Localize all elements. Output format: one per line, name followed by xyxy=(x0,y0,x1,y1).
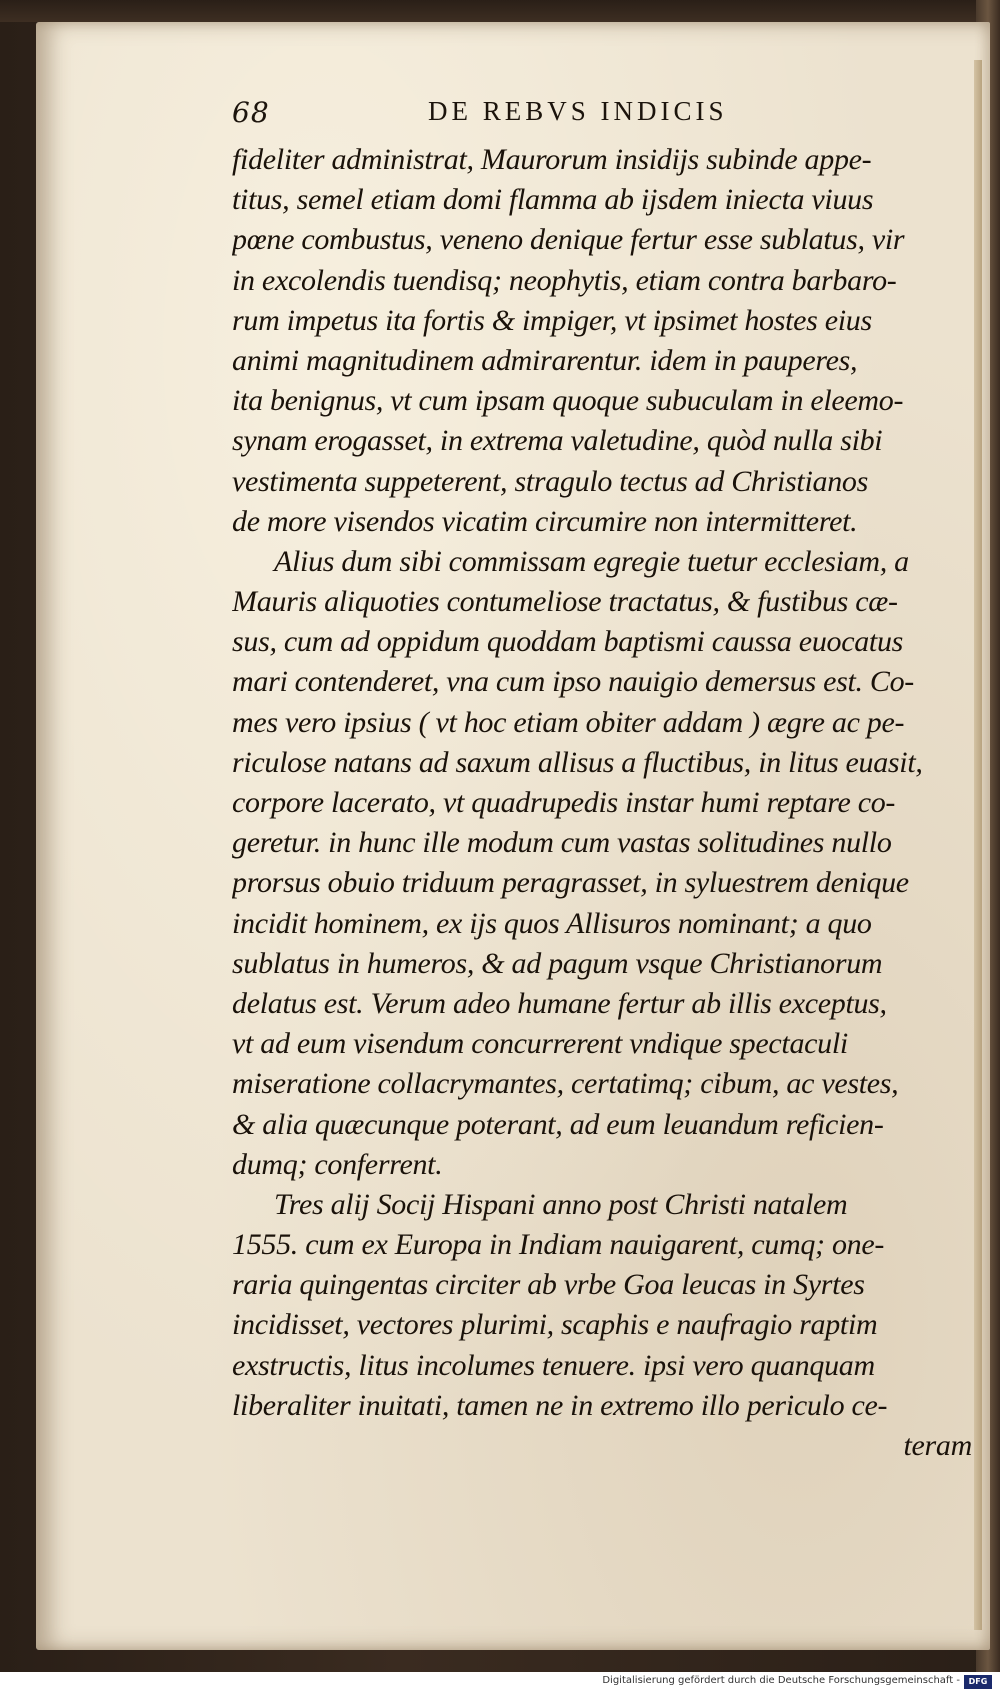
text-line: mari contenderet, vna cum ipso nauigio demersus est. Co- xyxy=(232,665,914,699)
running-head xyxy=(232,96,792,136)
text-line: liberaliter inuitati, tamen ne in extremo illo periculo ce- xyxy=(232,1388,888,1422)
funding-notice: Digitalisierung gefördert durch die Deutsche Forschungsgemeinschaft - xyxy=(602,1675,960,1686)
text-line: vestimenta suppeterent, stragulo tectus ad Christianos xyxy=(232,464,868,498)
text-line: & alia quæcunque poterant, ad eum leuandum reficien- xyxy=(232,1107,884,1141)
page-edge xyxy=(974,60,982,1630)
text-line: sublatus in humeros, & ad pagum vsque Christianorum xyxy=(232,946,883,980)
text-line: prorsus obuio triduum peragrasset, in syluestrem denique xyxy=(232,866,909,900)
text-line: 1555. cum ex Europa in Indiam nauigarent, cumq; one- xyxy=(232,1228,885,1262)
text-line: vt ad eum visendum concurrerent vndique spectaculi xyxy=(232,1027,848,1061)
text-line: dumq; conferrent. xyxy=(232,1147,443,1181)
text-line: incidisset, vectores plurimi, scaphis e naufragio raptim xyxy=(232,1308,878,1342)
catchword: teram xyxy=(903,1429,972,1462)
digitization-footer xyxy=(0,1672,1000,1692)
text-line: corpore lacerato, vt quadrupedis instar humi reptare co- xyxy=(232,786,896,819)
text-line: raria quingentas circiter ab vrbe Goa leucas in Syrtes xyxy=(232,1268,865,1302)
text-line: fideliter administrat, Maurorum insidijs subinde appe- xyxy=(232,143,872,176)
text-line: de more visendos vicatim circumire non intermitteret. xyxy=(232,504,858,538)
text-line: sus, cum ad oppidum quoddam baptismi caussa euocatus xyxy=(232,625,904,659)
text-line: exstructis, litus incolumes tenuere. ipsi vero quanquam xyxy=(232,1348,875,1382)
paragraph-start-line: Tres alij Socij Hispani anno post Christi natalem xyxy=(274,1187,848,1221)
text-line: animi magnitudinem admirarentur. idem in pauperes, xyxy=(232,343,858,377)
text-line: synam erogasset, in extrema valetudine, quòd nulla sibi xyxy=(232,424,883,458)
dfg-logo-icon: DFG xyxy=(964,1675,992,1689)
text-line: miseratione collacrymantes, certatimq; cibum, ac vestes, xyxy=(232,1067,899,1101)
text-line: riculose natans ad saxum allisus a fluctibus, in litus euasit, xyxy=(232,745,923,779)
text-line: mes vero ipsius ( vt hoc etiam obiter addam ) ægre ac pe- xyxy=(232,705,905,739)
text-line: rum impetus ita fortis & impiger, vt ipsimet hostes eius xyxy=(232,303,872,337)
page-number: 68 xyxy=(232,96,270,129)
paragraph-start-line: Alius dum sibi commissam egregie tuetur ecclesiam, a xyxy=(274,544,909,578)
text-line: geretur. in hunc ille modum cum vastas solitudines nullo xyxy=(232,826,892,860)
text-line: incidit hominem, ex ijs quos Allisuros nominant; a quo xyxy=(232,906,872,940)
running-title: DE REBVS INDICIS xyxy=(428,96,728,126)
text-line: in excolendis tuendisq; neophytis, etiam contra barbaro- xyxy=(232,263,897,297)
book-edge-top xyxy=(0,0,1000,22)
text-line: Mauris aliquoties contumeliose tractatus, & fustibus cæ- xyxy=(232,585,898,619)
text-line: ita benignus, vt cum ipsam quoque subuculam in eleemo- xyxy=(232,384,904,418)
text-line: titus, semel etiam domi flamma ab ijsdem iniecta viuus xyxy=(232,183,874,217)
text-line: delatus est. Verum adeo humane fertur ab illis exceptus, xyxy=(232,986,887,1020)
text-line: pœne combustus, veneno denique fertur esse sublatus, vir xyxy=(232,223,905,257)
body-text xyxy=(232,140,972,1466)
